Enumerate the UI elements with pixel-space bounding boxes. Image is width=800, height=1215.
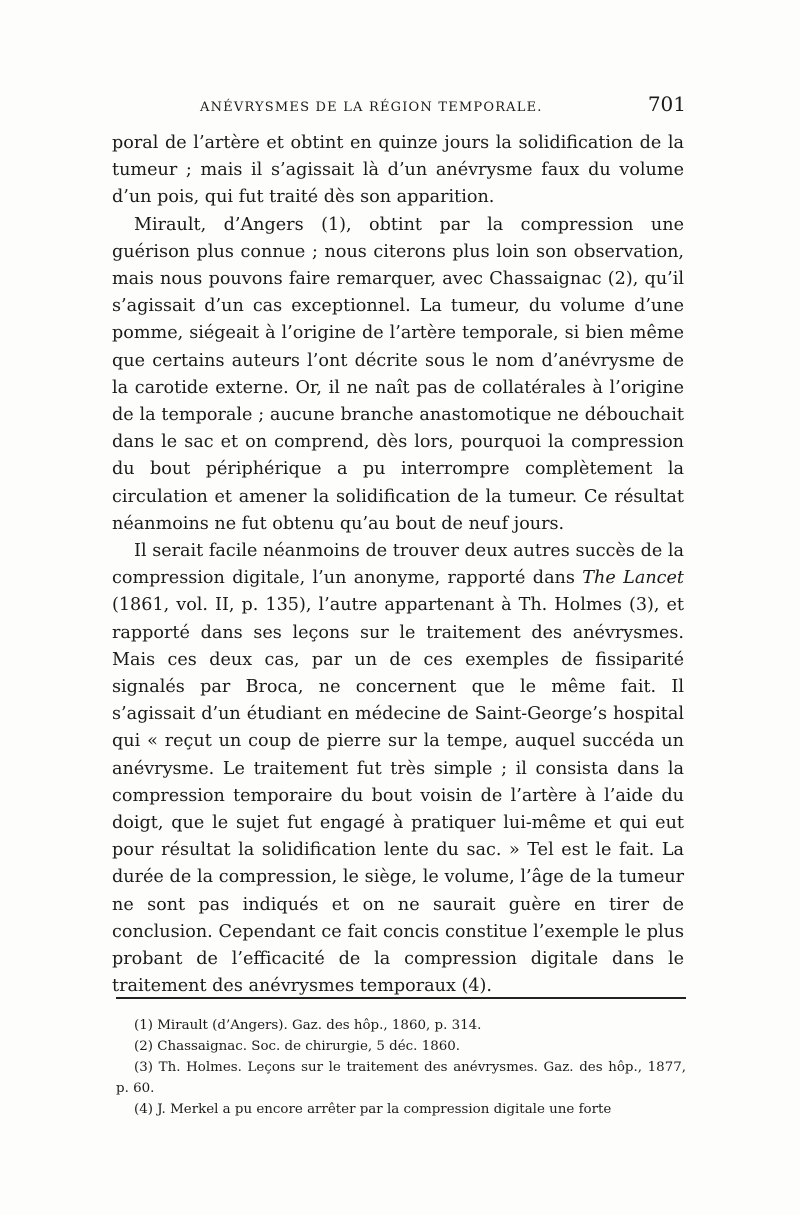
paragraph-2: Mirault, d’Angers (1), obtint par la compression une guérison plus connue ; nous citerons plus loin son observation, mais nous pouvons faire remarquer, avec Chassaignac (2), qu’il s’agissait d’un cas exceptionnel. La tumeur, du volume d’une pomme, siégeait à l’origine de l’artère temporale, si bien même que certains auteurs l’ont décrite sous le nom d’anévrysme de la carotide externe. Or, il ne naît pas de collatérales à l’origine de la temporale ; aucune branche anastomotique ne débouchait dans le sac et on comprend, dès lors, pourquoi la compression du bout périphérique a pu interrompre complètement la circulation et amener la solidification de la tumeur. Ce résultat néanmoins ne fut obtenu qu’au bout de neuf jours. [112,214,684,534]
footnote-rule [116,997,686,999]
footnote-1: (1) Mirault (d’Angers). Gaz. des hôp., 1860, p. 314. [134,1018,482,1033]
page-number: 701 [647,92,686,116]
body-text [112,130,684,1001]
running-head: ANÉVRYSMES DE LA RÉGION TEMPORALE. [200,100,543,115]
page-header [112,92,692,122]
footnotes [116,1015,686,1120]
paragraph-3-part-2: (1861, vol. II, p. 135), l’autre appartenant à Th. Holmes (3), et rapporté dans ses leçons sur le traitement des anévrysmes. Mais ces deux cas, par un de ces exemples de fissiparité signalés par Broca, ne concernent que le même fait. Il s’agissait d’un étudiant en médecine de Saint-George’s hospital qui « reçut un coup de pierre sur la tempe, auquel succéda un anévrysme. Le traitement fut très simple ; il consista dans la compression temporaire du bout voisin de l’artère à l’aide du doigt, que le sujet fut engagé à pratiquer lui-même et qui eut pour résultat la solidification lente du sac. » Tel est le fait. La durée de la compression, le siège, le volume, l’âge de la tumeur ne sont pas indiqués et on ne saurait guère en tirer de conclusion. Cependant ce fait concis constitue l’exemple le plus probant de l’efficacité de la compression digitale dans le traitement des anévrysmes temporaux (4). [112,595,684,997]
footnote-4: (4) J. Merkel a pu encore arrêter par la compression digitale une forte [134,1102,612,1117]
paragraph-3-part-1: Il serait facile néanmoins de trouver deux autres succès de la compression digitale, l’un anonyme, rapporté dans [112,541,684,589]
footnote-2: (2) Chassaignac. Soc. de chirurgie, 5 déc. 1860. [134,1039,461,1054]
paragraph-3 [112,538,684,1000]
journal-title: The Lancet [582,568,684,589]
paragraph-1: poral de l’artère et obtint en quinze jours la solidification de la tumeur ; mais il s’agissait là d’un anévrysme faux du volume d’un pois, qui fut traité dès son apparition. [112,133,684,208]
footnote-3: (3) Th. Holmes. Leçons sur le traitement des anévrysmes. Gaz. des hôp., 1877, p. 60. [116,1060,686,1096]
